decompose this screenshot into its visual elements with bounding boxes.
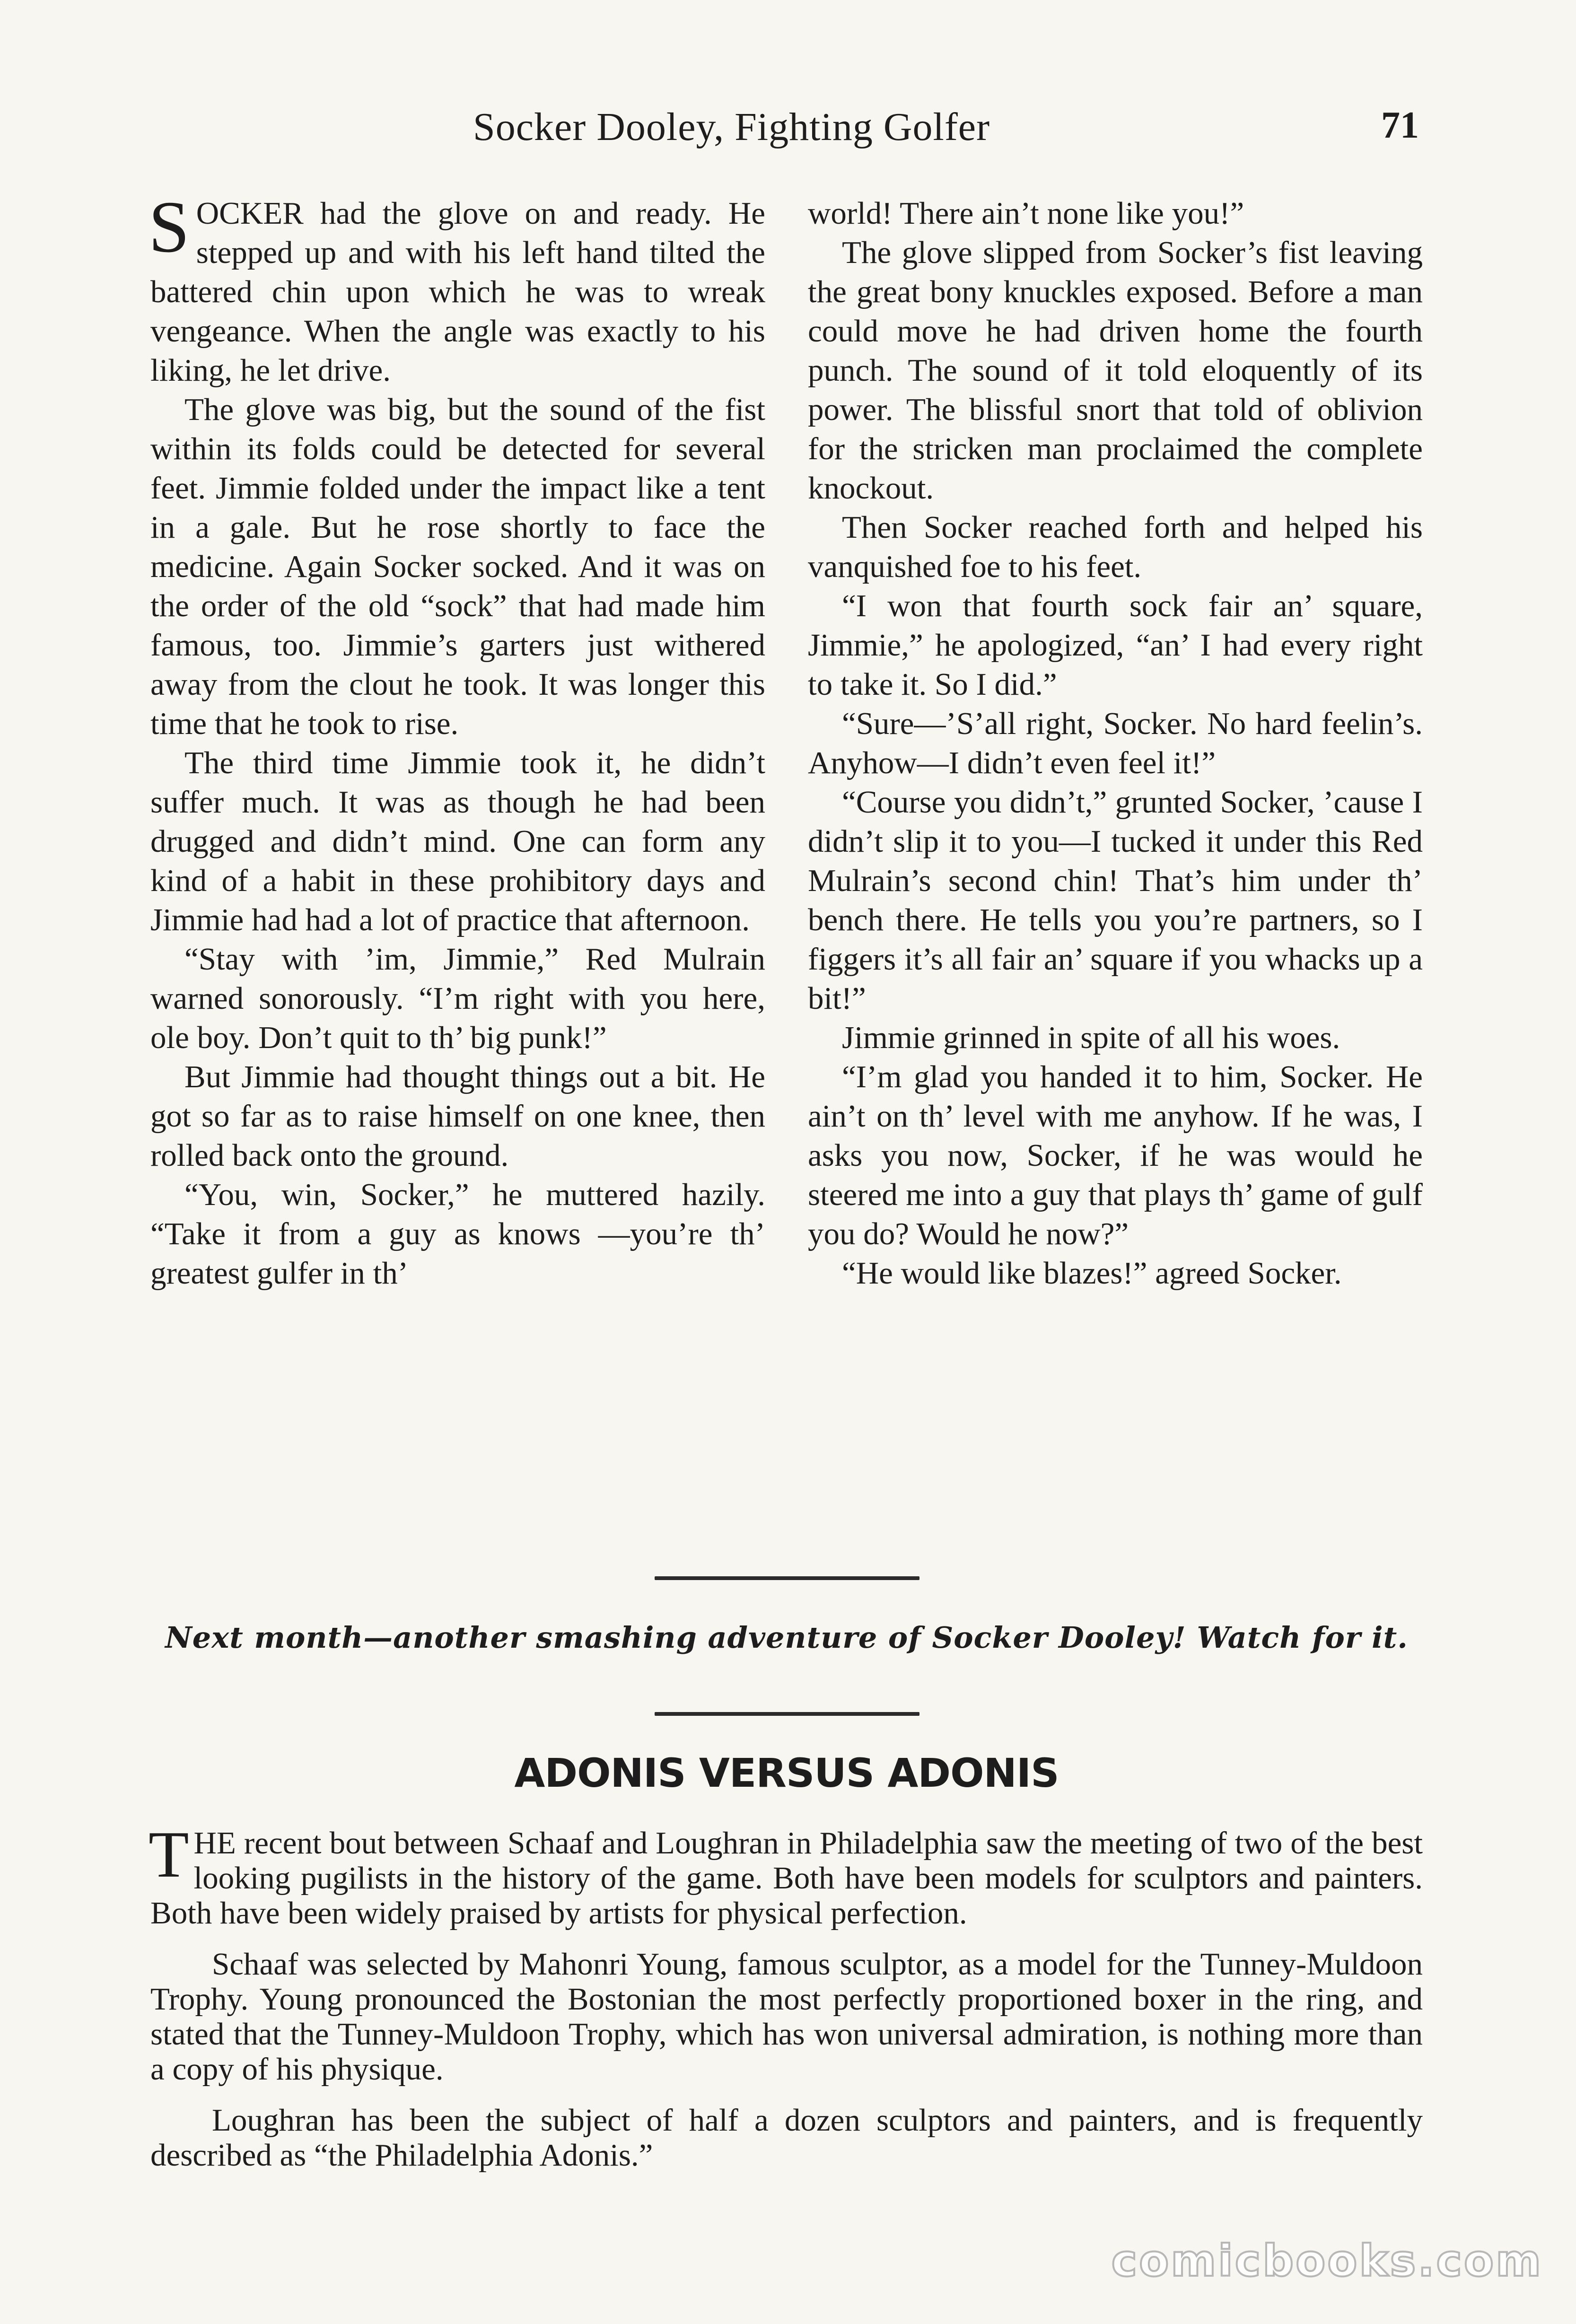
story-paragraph: But Jimmie had thought things out a bit. He got so far as to raise himself on one knee, then rolled back onto the ground.	[150, 1059, 765, 1173]
page-number: 71	[1381, 105, 1419, 146]
article-body	[149, 1818, 1423, 2189]
story-paragraph: “He would like blazes!” agreed Socker.	[842, 1256, 1342, 1291]
article-paragraph	[149, 1818, 1423, 1931]
story-paragraph: Then Socker reached forth and helped his vanquished foe to his feet.	[808, 510, 1423, 584]
drop-cap: T	[149, 1818, 189, 1891]
story-paragraph: “Sure—’S’all right, Socker. No hard feelin’s. Anyhow—I didn’t even feel it!”	[808, 706, 1423, 780]
divider-rule	[655, 1576, 919, 1580]
story-paragraph: world! There ain’t none like you!”	[808, 196, 1244, 231]
article-title: ADONIS VERSUS ADONIS	[514, 1750, 1059, 1796]
story-column-right	[808, 194, 1423, 1293]
story-paragraph: “You, win, Socker,” he muttered hazily. “Take it from a guy as knows —you’re th’ greatest gulfer in th’	[150, 1177, 765, 1291]
story-paragraph: “I won that fourth sock fair an’ square, Jimmie,” he apologized, “an’ I had every right to take it. So I did.”	[808, 588, 1423, 702]
next-month-teaser: Next month—another smashing adventure of Socker Dooley! Watch for it.	[165, 1620, 1408, 1655]
story-paragraph: “I’m glad you handed it to him, Socker. He ain’t on th’ level with me anyhow. If he was, I asks you now, Socker, if he was would he steered me into a guy that plays th’ game of gulf you do? Would he now?”	[808, 1059, 1423, 1251]
story-paragraph: “Stay with ’im, Jimmie,” Red Mulrain warned sonorously. “I’m right with you here, ole boy. Don’t quit to th’ big punk!”	[150, 942, 765, 1055]
story-column-left	[149, 186, 765, 1293]
article-paragraph: Loughran has been the subject of half a dozen sculptors and painters, and is frequently described as “the Philadelphia Adonis.”	[150, 2103, 1423, 2173]
watermark: comicbooks.com	[1111, 2236, 1543, 2286]
running-head	[151, 104, 1419, 161]
article-paragraph: Schaaf was selected by Mahonri Young, famous sculptor, as a model for the Tunney-Muldoon Trophy. Young pronounced the Bostonian the most perfectly proportioned boxer in the ring, and stated that the Tunney-Muldoon Trophy, which has won universal admiration, is nothing more than a copy of his physique.	[150, 1947, 1423, 2087]
story-body	[149, 186, 1423, 1537]
story-paragraph: The glove was big, but the sound of the fist within its folds could be detected for several feet. Jimmie folded under the impact like a tent in a gale. But he rose shortly to face the medicine. Again Socker socked. And it was on the order of the old “sock” that had made him famous, too. Jimmie’s garters just withered away from the clout he took. It was longer this time that he took to rise.	[150, 392, 765, 741]
story-paragraph	[149, 186, 765, 390]
running-title: Socker Dooley, Fighting Golfer	[473, 105, 990, 149]
paragraph-text: HE recent bout between Schaaf and Loughran in Philadelphia saw the meeting of two of the best looking pugilists in the history of the game. Both have been models for sculptors and painters. Both have been widely praised by artists for physical perfection.	[150, 1826, 1423, 1931]
paragraph-text: OCKER had the glove on and ready. He stepped up and with his left hand tilted the battered chin upon which he was to wreak vengeance. When the angle was exactly to his liking, he let drive.	[150, 196, 765, 388]
story-paragraph: Jimmie grinned in spite of all his woes.	[842, 1020, 1340, 1055]
divider-rule	[655, 1712, 919, 1716]
drop-cap: S	[149, 186, 190, 268]
story-paragraph: The third time Jimmie took it, he didn’t suffer much. It was as though he had been drugged and didn’t mind. One can form any kind of a habit in these prohibitory days and Jimmie had had a lot of practice that afternoon.	[150, 745, 765, 937]
story-paragraph: “Course you didn’t,” grunted Socker, ’cause I didn’t slip it to you—I tucked it under this Red Mulrain’s second chin! That’s him under th’ bench there. He tells you you’re partners, so I figgers it’s all fair an’ square if you whacks up a bit!”	[808, 785, 1423, 1016]
story-paragraph: The glove slipped from Socker’s fist leaving the great bony knuckles exposed. Before a man could move he had driven home the fourth punch. The sound of it told eloquently of its power. The blissful snort that told of oblivion for the stricken man proclaimed the complete knockout.	[808, 235, 1423, 506]
